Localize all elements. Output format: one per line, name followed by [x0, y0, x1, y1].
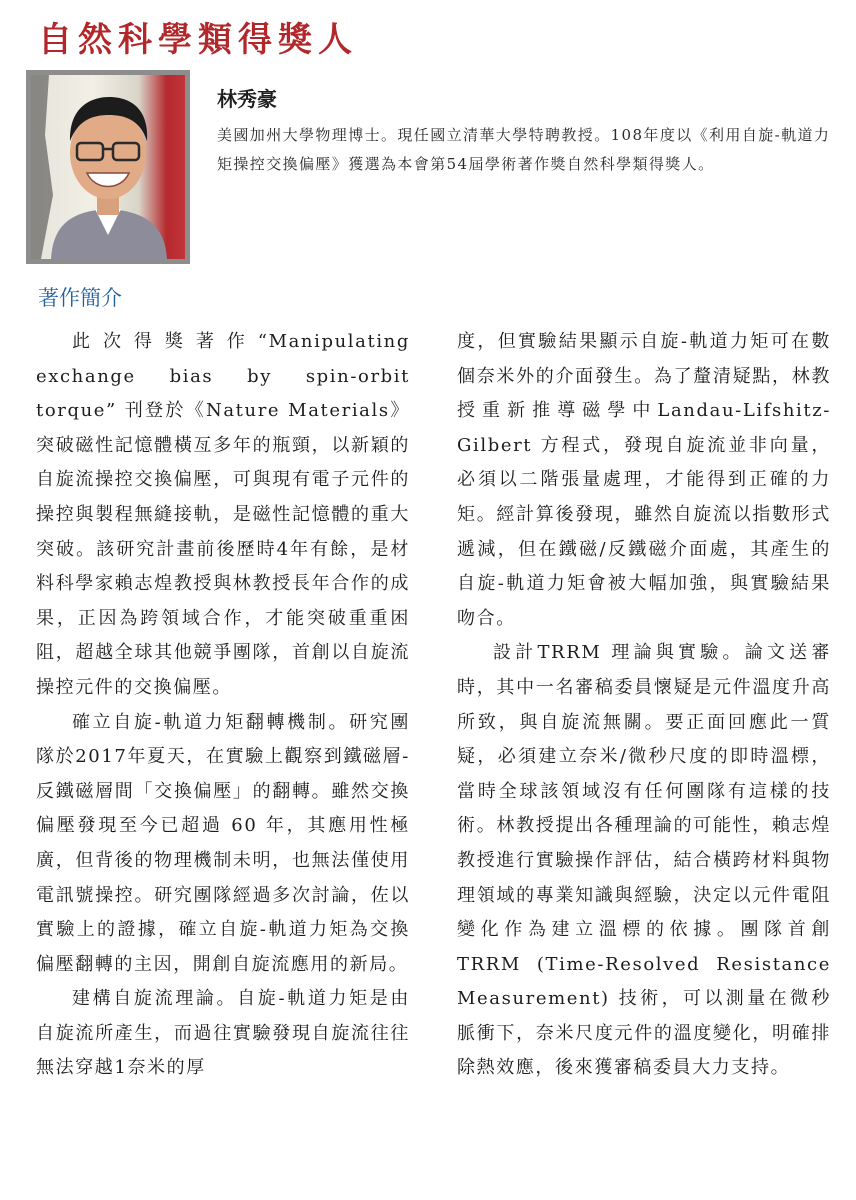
- photo-frame: [26, 70, 190, 264]
- paragraph: 設計TRRM 理論與實驗。論文送審時，其中一名審稿委員懷疑是元件溫度升高所致，與自旋流無關。要正面回應此一質疑，必須建立奈米/微秒尺度的即時溫標，當時全球該領域沒有任何團隊有這樣的技術。林教授提出各種理論的可能性，賴志煌教授進行實驗操作評估，結合橫跨材料與物理領域的專業知識與經驗，決定以元件電阻變化作為建立溫標的依據。團隊首創TRRM (Time-Resolved Resistance Measurement) 技術，可以測量在微秒脈衝下，奈米尺度元件的溫度變化，明確排除熱效應，後來獲審稿委員大力支持。: [457, 642, 831, 1079]
- paragraph: 建構自旋流理論。自旋-軌道力矩是由自旋流所產生，而過往實驗發現自旋流往往無法穿越1奈米的厚: [36, 988, 410, 1079]
- awardee-bio: 美國加州大學物理博士。現任國立清華大學特聘教授。108年度以《利用自旋-軌道力矩操控交換偏壓》獲選為本會第54屆學術著作獎自然科學類得獎人。: [217, 126, 831, 173]
- page-title: 自然科學類得獎人: [38, 20, 358, 60]
- right-column: [457, 325, 831, 1195]
- left-column: [36, 325, 410, 1195]
- portrait-illustration: [31, 75, 185, 259]
- section-title: 著作簡介: [38, 286, 122, 310]
- paragraph: 此次得獎著作“Manipulating exchange bias by spin-orbit torque” 刊登於《Nature Materials》突破磁性記憶體橫亙多年的瓶頸，以新穎的自旋流操控交換偏壓，可與現有電子元件的操控與製程無縫接軌，是磁性記憶體的重大突破。該研究計畫前後歷時4年有餘，是材料科學家賴志煌教授與林教授長年合作的成果，正因為跨領域合作，才能突破重重困阻，超越全球其他競爭團隊，首創以自旋流操控元件的交換偏壓。: [36, 331, 410, 698]
- paragraph: 度，但實驗結果顯示自旋-軌道力矩可在數個奈米外的介面發生。為了釐清疑點，林教授重新推導磁學中Landau-Lifshitz-Gilbert 方程式，發現自旋流並非向量，必須以二階張量處理，才能得到正確的力矩。經計算後發現，雖然自旋流以指數形式遞減，但在鐵磁/反鐵磁介面處，其產生的自旋-軌道力矩會被大幅加強，與實驗結果吻合。: [457, 331, 831, 629]
- paragraph: 確立自旋-軌道力矩翻轉機制。研究團隊於2017年夏天，在實驗上觀察到鐵磁層-反鐵磁層間「交換偏壓」的翻轉。雖然交換偏壓發現至今已超過 60 年，其應用性極廣，但背後的物理機制未明，也無法僅使用電訊號操控。研究團隊經過多次討論，佐以實驗上的證據，確立自旋-軌道力矩為交換偏壓翻轉的主因，開創自旋流應用的新局。: [36, 711, 410, 975]
- portrait-photo: [31, 75, 185, 259]
- awardee-name: 林秀豪: [217, 87, 277, 111]
